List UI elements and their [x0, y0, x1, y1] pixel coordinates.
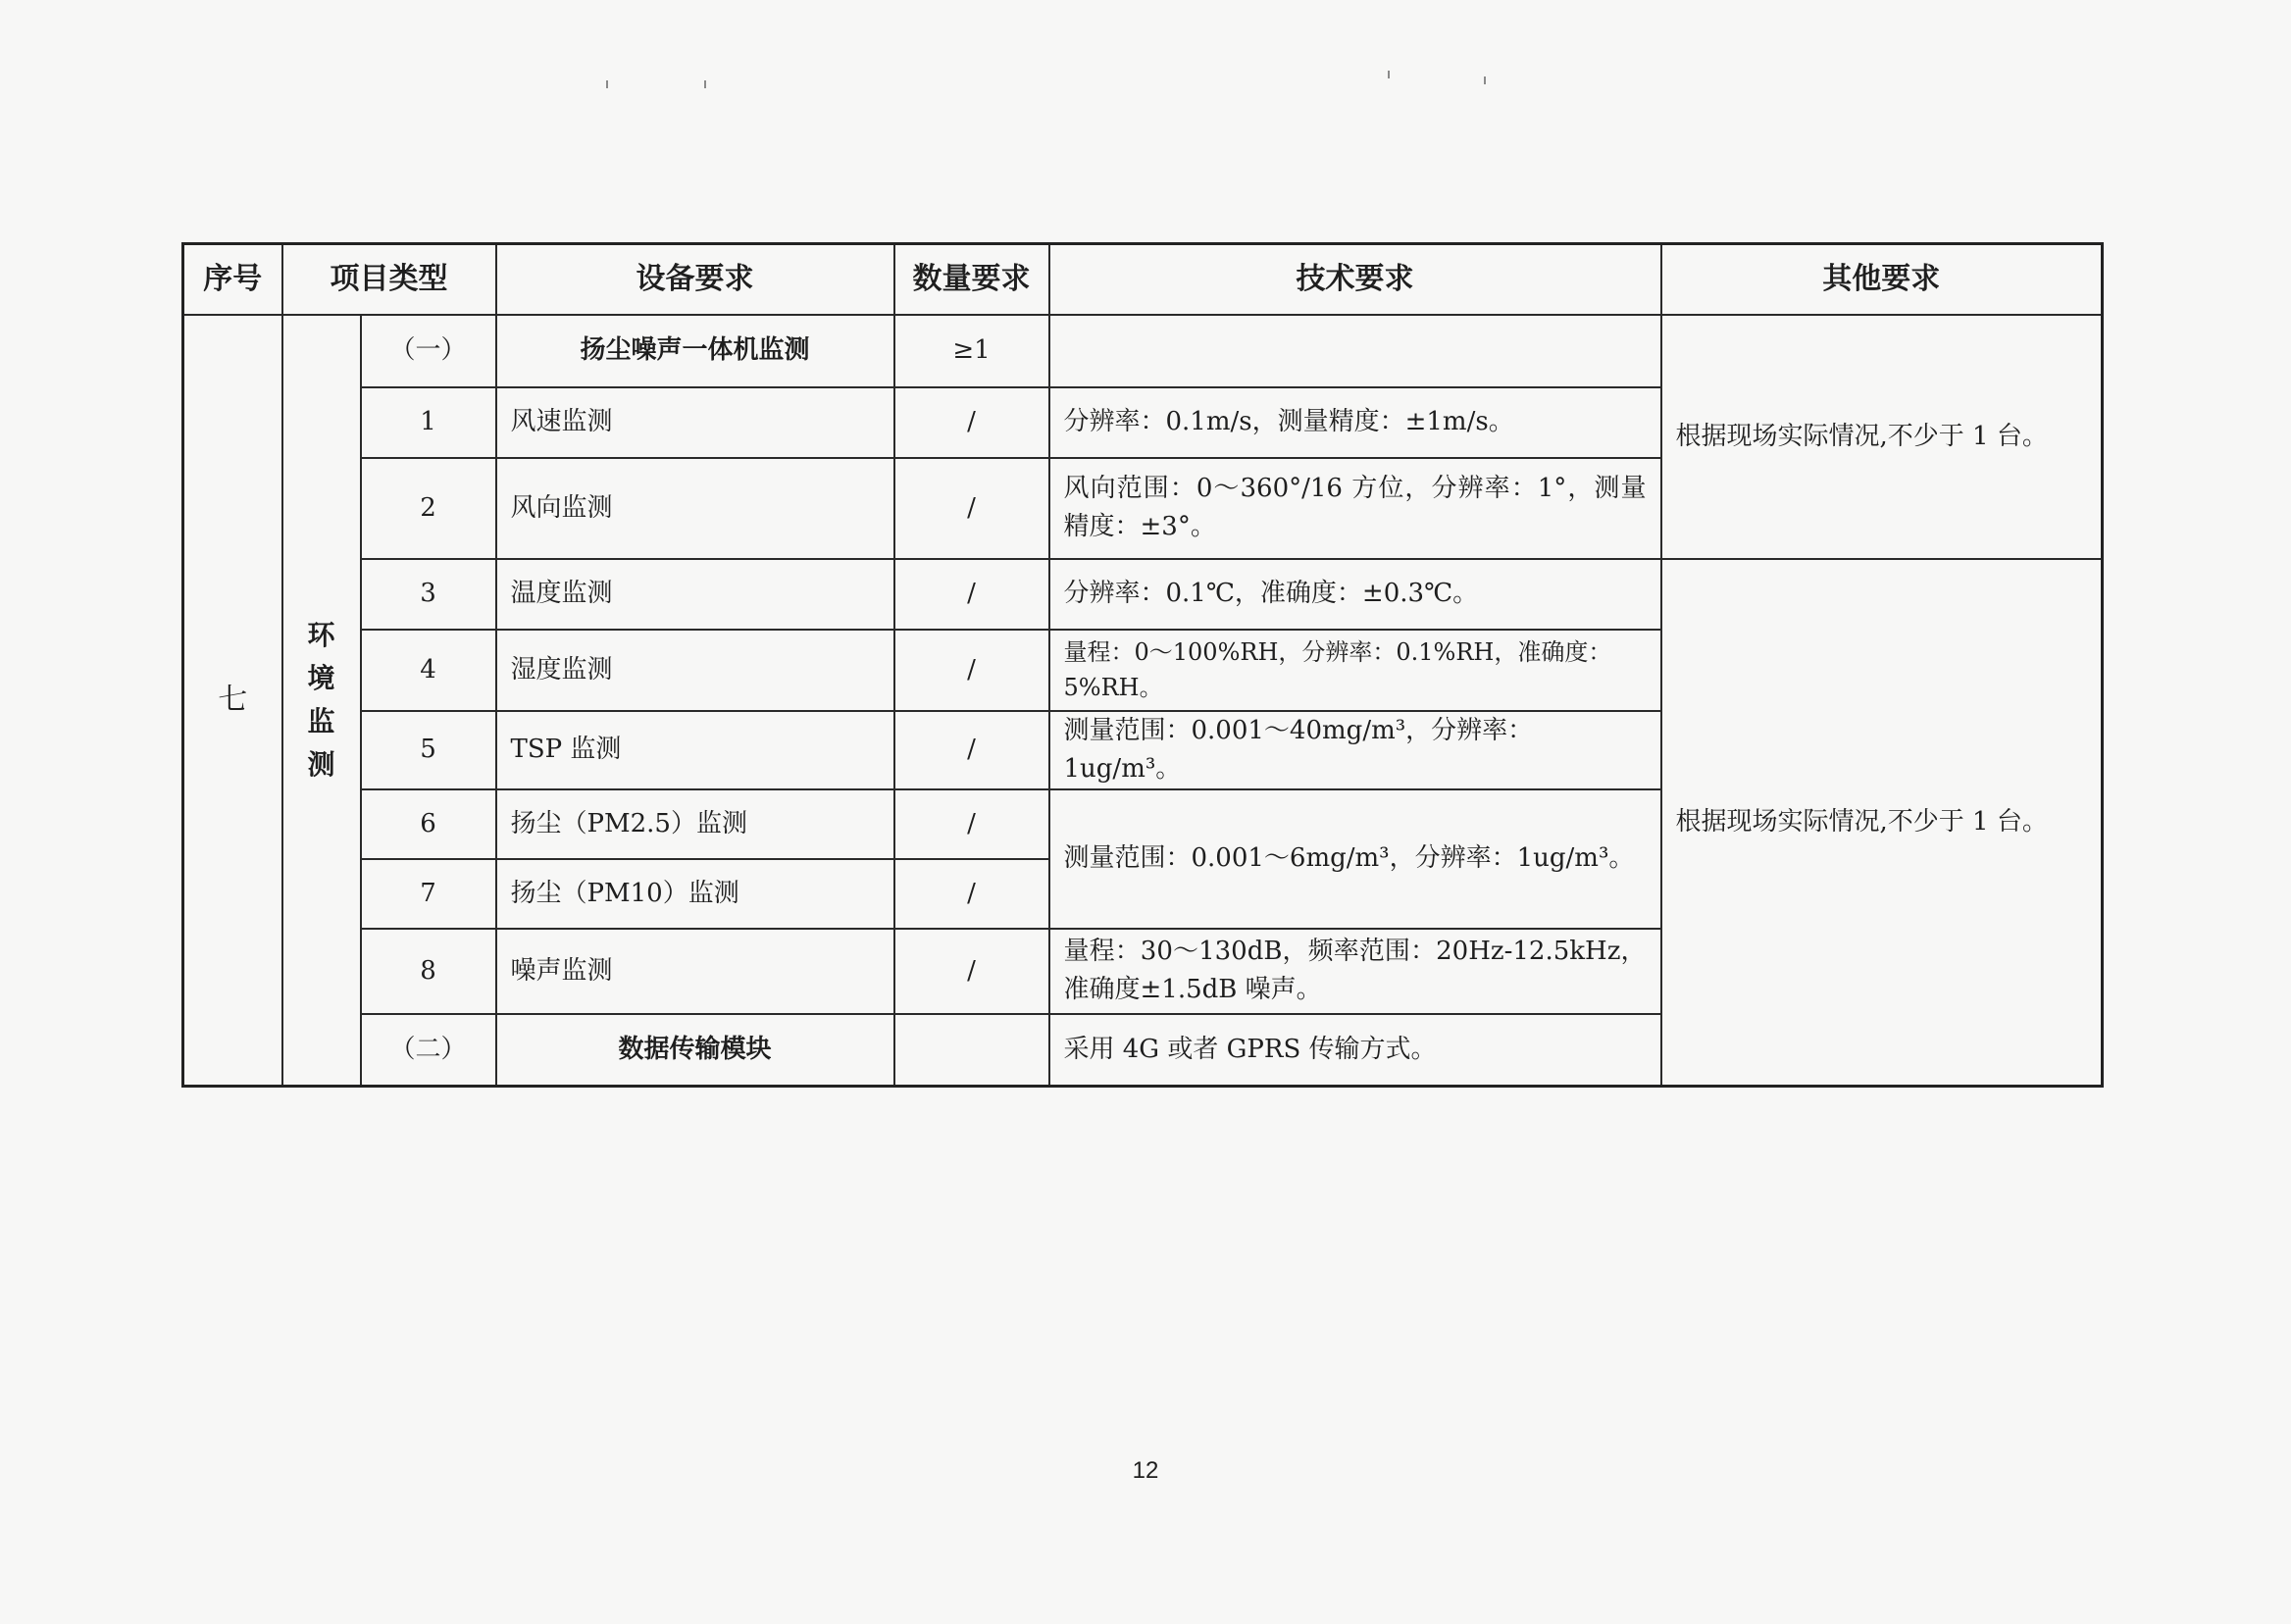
header-quantity: 数量要求 [894, 244, 1049, 315]
row-index: 6 [361, 789, 496, 859]
row-tech: 风向范围：0～360°/16 方位，分辨率：1°，测量精度：±3°。 [1049, 458, 1661, 559]
row-name: 噪声监测 [496, 929, 894, 1014]
header-equipment: 设备要求 [496, 244, 894, 315]
scan-speck [1388, 71, 1390, 78]
row-index: 4 [361, 630, 496, 711]
row-tech: 量程：0～100%RH，分辨率：0.1%RH，准确度：5%RH。 [1049, 630, 1661, 711]
row-name: 湿度监测 [496, 630, 894, 711]
group-name: 数据传输模块 [496, 1014, 894, 1087]
row-tech: 分辨率：0.1℃，准确度：±0.3℃。 [1049, 559, 1661, 630]
header-seq: 序号 [183, 244, 282, 315]
other-requirement-upper: 根据现场实际情况,不少于 1 台。 [1661, 315, 2103, 559]
header-type: 项目类型 [282, 244, 496, 315]
row-quantity: / [894, 387, 1049, 458]
row-tech: 量程：30～130dB，频率范围：20Hz-12.5kHz，准确度±1.5dB 噪声。 [1049, 929, 1661, 1014]
table-header-row [183, 244, 2103, 315]
row-index: 1 [361, 387, 496, 458]
equipment-requirements-table [181, 242, 2104, 1088]
row-index: 5 [361, 711, 496, 789]
group-tech [1049, 315, 1661, 387]
row-name: 扬尘（PM2.5）监测 [496, 789, 894, 859]
row-name: 风向监测 [496, 458, 894, 559]
row-quantity: / [894, 711, 1049, 789]
row-name: 温度监测 [496, 559, 894, 630]
row-index: 2 [361, 458, 496, 559]
row-quantity: / [894, 458, 1049, 559]
group-quantity: ≥1 [894, 315, 1049, 387]
row-name: 扬尘（PM10）监测 [496, 859, 894, 929]
row-index: 8 [361, 929, 496, 1014]
header-other: 其他要求 [1661, 244, 2103, 315]
table-row [183, 315, 2103, 387]
row-quantity: / [894, 859, 1049, 929]
pm-tech: 测量范围：0.001～6mg/m³，分辨率：1ug/m³。 [1049, 789, 1661, 929]
row-tech: 测量范围：0.001～40mg/m³，分辨率：1ug/m³。 [1049, 711, 1661, 789]
group-index: （二） [361, 1014, 496, 1087]
scan-speck [606, 80, 608, 88]
row-quantity: / [894, 559, 1049, 630]
group-tech: 采用 4G 或者 GPRS 传输方式。 [1049, 1014, 1661, 1087]
row-quantity: / [894, 789, 1049, 859]
group-index: （一） [361, 315, 496, 387]
table-row [183, 559, 2103, 630]
row-index: 7 [361, 859, 496, 929]
scan-speck [704, 80, 706, 88]
row-name: 风速监测 [496, 387, 894, 458]
group-name: 扬尘噪声一体机监测 [496, 315, 894, 387]
row-quantity: / [894, 929, 1049, 1014]
group-quantity [894, 1014, 1049, 1087]
scan-speck [1484, 76, 1486, 84]
row-quantity: / [894, 630, 1049, 711]
page-number: 12 [1132, 1457, 1159, 1484]
row-index: 3 [361, 559, 496, 630]
row-tech: 分辨率：0.1m/s，测量精度：±1m/s。 [1049, 387, 1661, 458]
header-tech: 技术要求 [1049, 244, 1661, 315]
other-requirement-lower: 根据现场实际情况,不少于 1 台。 [1661, 559, 2103, 1087]
section-number: 七 [183, 315, 282, 1087]
section-category: 环 境 监 测 [282, 315, 361, 1087]
row-name: TSP 监测 [496, 711, 894, 789]
